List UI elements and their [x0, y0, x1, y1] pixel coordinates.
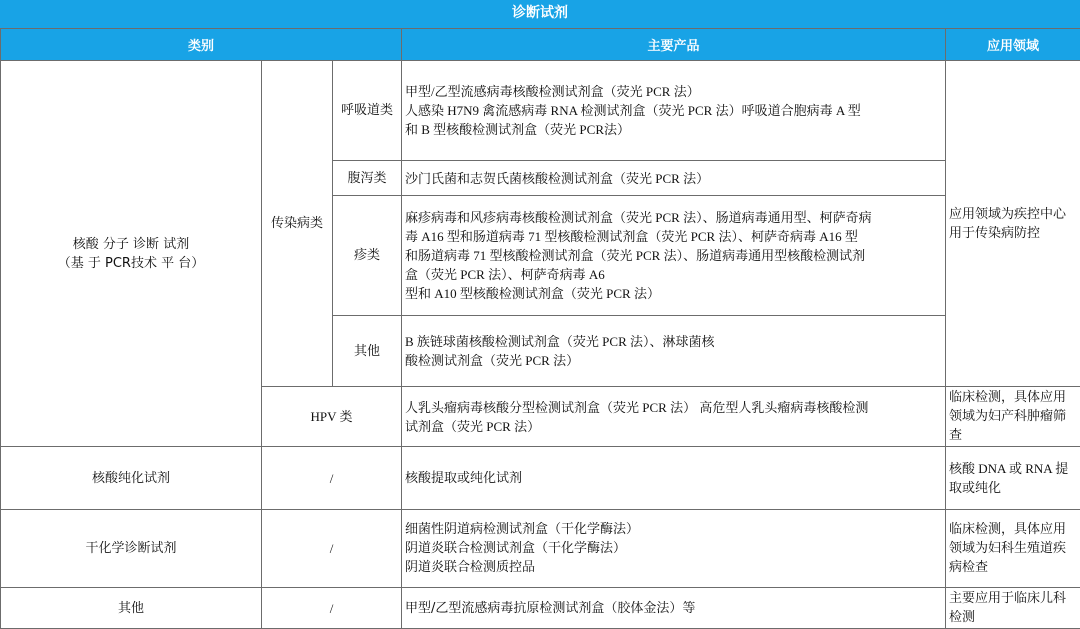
product-line: 毒 A16 型和肠道病毒 71 型核酸检测试剂盒（荧光 PCR 法）、柯萨奇病毒 A16 型 — [405, 227, 942, 246]
product-line: 型和 A10 型核酸检测试剂盒（荧光 PCR 法） — [405, 284, 942, 303]
product-line: B 族链球菌核酸检测试剂盒（荧光 PCR 法）、淋球菌核 — [405, 332, 942, 351]
header-category: 类别 — [1, 29, 402, 61]
product-line: 阴道炎联合检测试剂盒（干化学酶法） — [405, 539, 942, 558]
category-nucleic-line1: 核酸 分子 诊断 试剂 — [4, 235, 258, 254]
products-diarrhea — [402, 161, 946, 196]
table-row — [1, 510, 1080, 588]
category-purification: 核酸纯化试剂 — [1, 447, 262, 510]
category-nucleic-acid — [1, 61, 262, 447]
category-nucleic-line2: （基 于 PCR技术 平 台） — [4, 254, 258, 273]
product-line: 麻疹病毒和风疹病毒核酸检测试剂盒（荧光 PCR 法）、肠道病毒通用型、柯萨奇病 — [405, 208, 942, 227]
product-line: 人乳头瘤病毒核酸分型检测试剂盒（荧光 PCR 法） 高危型人乳头瘤病毒核酸检测 — [405, 398, 942, 417]
application-hpv: 临床检测，具体应用领域为妇产科肿瘤筛查 — [946, 387, 1080, 447]
products-respiratory — [402, 61, 946, 161]
product-line: 沙门氏菌和志贺氏菌核酸检测试剂盒（荧光 PCR 法） — [405, 169, 942, 188]
sub-other: / — [262, 588, 402, 629]
products-dry-chemistry — [402, 510, 946, 588]
category-other: 其他 — [1, 588, 262, 629]
header-row — [1, 29, 1080, 61]
product-line: 人感染 H7N9 禽流感病毒 RNA 检测试剂盒（荧光 PCR 法）呼吸道合胞病毒 A 型 — [405, 101, 942, 120]
header-application: 应用领域 — [946, 29, 1080, 61]
application-other: 主要应用于临床儿科检测 — [946, 588, 1080, 629]
table-row — [1, 447, 1080, 510]
product-other: 甲型/乙型流感病毒抗原检测试剂盒（胶体金法）等 — [402, 588, 946, 629]
products-other — [402, 316, 946, 387]
product-line: 和肠道病毒 71 型核酸检测试剂盒（荧光 PCR 法）、肠道病毒通用型核酸检测试剂 — [405, 246, 942, 265]
product-line: 试剂盒（荧光 PCR 法） — [405, 417, 942, 436]
type-diarrhea: 腹泻类 — [333, 161, 402, 196]
header-products: 主要产品 — [402, 29, 946, 61]
product-line: 和 B 型核酸检测试剂盒（荧光 PCR法） — [405, 120, 942, 139]
table-row — [1, 588, 1080, 629]
subcategory-infectious: 传染病类 — [262, 61, 333, 387]
product-line: 阴道炎联合检测质控品 — [405, 558, 942, 577]
product-purification: 核酸提取或纯化试剂 — [402, 447, 946, 510]
product-line: 细菌性阴道病检测试剂盒（干化学酶法） — [405, 520, 942, 539]
products-hpv — [402, 387, 946, 447]
type-other: 其他 — [333, 316, 402, 387]
application-dry-chemistry: 临床检测，具体应用领域为妇科生殖道疾病检查 — [946, 510, 1080, 588]
category-dry-chemistry: 干化学诊断试剂 — [1, 510, 262, 588]
table-row — [1, 61, 1080, 161]
type-respiratory: 呼吸道类 — [333, 61, 402, 161]
application-infectious: 应用领域为疾控中心用于传染病防控 — [946, 61, 1080, 387]
product-line: 酸检测试剂盒（荧光 PCR 法） — [405, 351, 942, 370]
subcategory-hpv: HPV 类 — [262, 387, 402, 447]
sub-dry-chemistry: / — [262, 510, 402, 588]
sub-purification: / — [262, 447, 402, 510]
products-rash — [402, 196, 946, 316]
application-purification: 核酸 DNA 或 RNA 提取或纯化 — [946, 447, 1080, 510]
table-title: 诊断试剂 — [0, 0, 1080, 29]
type-rash: 疹类 — [333, 196, 402, 316]
diagnostic-reagent-table — [0, 28, 1080, 629]
product-line: 盒（荧光 PCR 法）、柯萨奇病毒 A6 — [405, 265, 942, 284]
product-line: 甲型/乙型流感病毒核酸检测试剂盒（荧光 PCR 法） — [405, 82, 942, 101]
